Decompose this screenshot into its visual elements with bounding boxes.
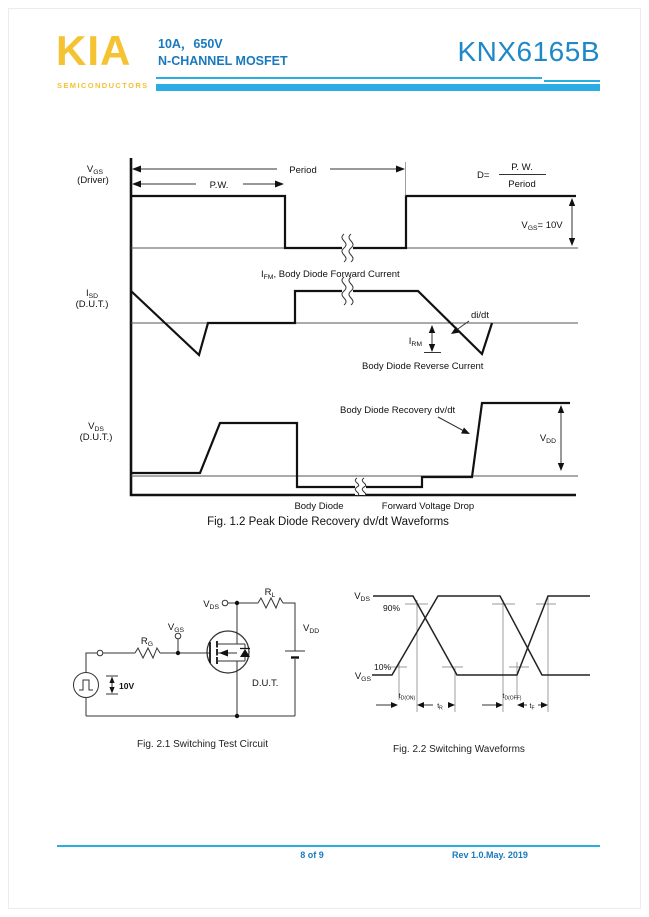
- vdd-label: $V_{DD}$: [539, 433, 556, 445]
- vds-test-label: $V_{DS}$: [203, 599, 219, 611]
- rg-resistor: [135, 648, 160, 658]
- vdd-supply-label: $V_{DD}$: [303, 623, 320, 635]
- footer-rule: [57, 845, 600, 847]
- didt-label: di/dt: [471, 310, 489, 321]
- fig22-caption: Fig. 2.2 Switching Waveforms: [393, 744, 525, 755]
- pw-label: P.W.: [209, 180, 229, 191]
- level-ticks: [386, 604, 556, 667]
- tf-label: $t_F$: [529, 703, 535, 712]
- p90-label: 90%: [383, 603, 401, 613]
- fig1-caption: Fig. 1.2 Peak Diode Recovery dv/dt Waveforms: [207, 516, 449, 528]
- ifm-label: $I_{FM}$, Body Diode Forward Current: [261, 269, 400, 281]
- vgs-test-label: $V_{GS}$: [167, 622, 185, 634]
- gate-node-dot: [176, 651, 180, 655]
- fig22-vds-trace: [373, 596, 590, 675]
- body-diode-label: Body Diode: [294, 501, 344, 512]
- fig1-axis3-label2: (D.U.T.): [79, 432, 113, 443]
- vgs-trace: [131, 196, 576, 248]
- drain-node-dot: [235, 601, 239, 605]
- p10-label: 10%: [374, 662, 392, 672]
- part-number: KNX6165B: [457, 36, 600, 67]
- kia-logo: KIA: [56, 27, 132, 74]
- dut-label: D.U.T.: [252, 678, 279, 689]
- fig1-axis1-label: $V_{GS}$: [86, 164, 104, 176]
- fig22-vgs-label: $V_{GS}$: [354, 671, 371, 683]
- mosfet-body-arrow: [219, 650, 228, 657]
- kia-logo-subtitle: SEMICONDUCTORS: [57, 81, 149, 90]
- footer-revision: Rev 1.0.May. 2019: [452, 850, 528, 860]
- pulse-amplitude-label: 10V: [119, 681, 135, 691]
- rating-line: 10A，650V: [158, 37, 223, 51]
- rl-label: $R_L$: [264, 587, 276, 599]
- irm-label: $I_{RM}$: [408, 336, 422, 348]
- fig21-circuit: [74, 587, 320, 750]
- vds-test-point: [222, 600, 228, 606]
- pulse-generator-symbol: [74, 673, 99, 698]
- duty-numerator: P. W.: [511, 162, 533, 173]
- fig1-axis2-label2: (D.U.T.): [75, 299, 109, 310]
- recovery-label: Body Diode Recovery dv/dt: [340, 405, 456, 416]
- fig1-axis3-label: $V_{DS}$: [88, 421, 104, 433]
- tr-label: $t_R$: [437, 703, 443, 712]
- fwd-drop-label: Forward Voltage Drop: [381, 501, 475, 512]
- vgs10-label: $V_{GS}= 10V$: [521, 220, 563, 232]
- fig1-axis1-label2: (Driver): [77, 175, 109, 186]
- tdon-label: $t_{D(ON)}$: [398, 693, 416, 702]
- pulse-glyph: [79, 680, 93, 690]
- reverse-current-label: Body Diode Reverse Current: [362, 361, 484, 372]
- device-type: N-CHANNEL MOSFET: [158, 53, 288, 68]
- fig1-waveform-diagram: [76, 158, 578, 528]
- fig22-vds-label: $V_{DS}$: [354, 591, 370, 603]
- fig21-caption: Fig. 2.1 Switching Test Circuit: [137, 739, 268, 750]
- footer-page-number: 8 of 9: [300, 850, 324, 860]
- fig1-axes: [131, 158, 576, 495]
- duty-denominator: Period: [508, 179, 536, 190]
- fig22-vgs-trace: [372, 596, 590, 675]
- vgs-test-point: [175, 633, 181, 639]
- fig1-axis2-label: $I_{SD}$: [85, 288, 99, 300]
- tdoff-label: $t_{D(OFF)}$: [502, 693, 522, 702]
- fig22-switching-waveforms: [354, 591, 590, 755]
- rl-resistor: [258, 598, 283, 608]
- duty-eq-label: D=: [477, 170, 490, 181]
- input-terminal: [97, 650, 103, 656]
- period-label: Period: [289, 165, 317, 176]
- rg-label: $R_G$: [140, 636, 154, 648]
- source-node-dot: [235, 714, 239, 718]
